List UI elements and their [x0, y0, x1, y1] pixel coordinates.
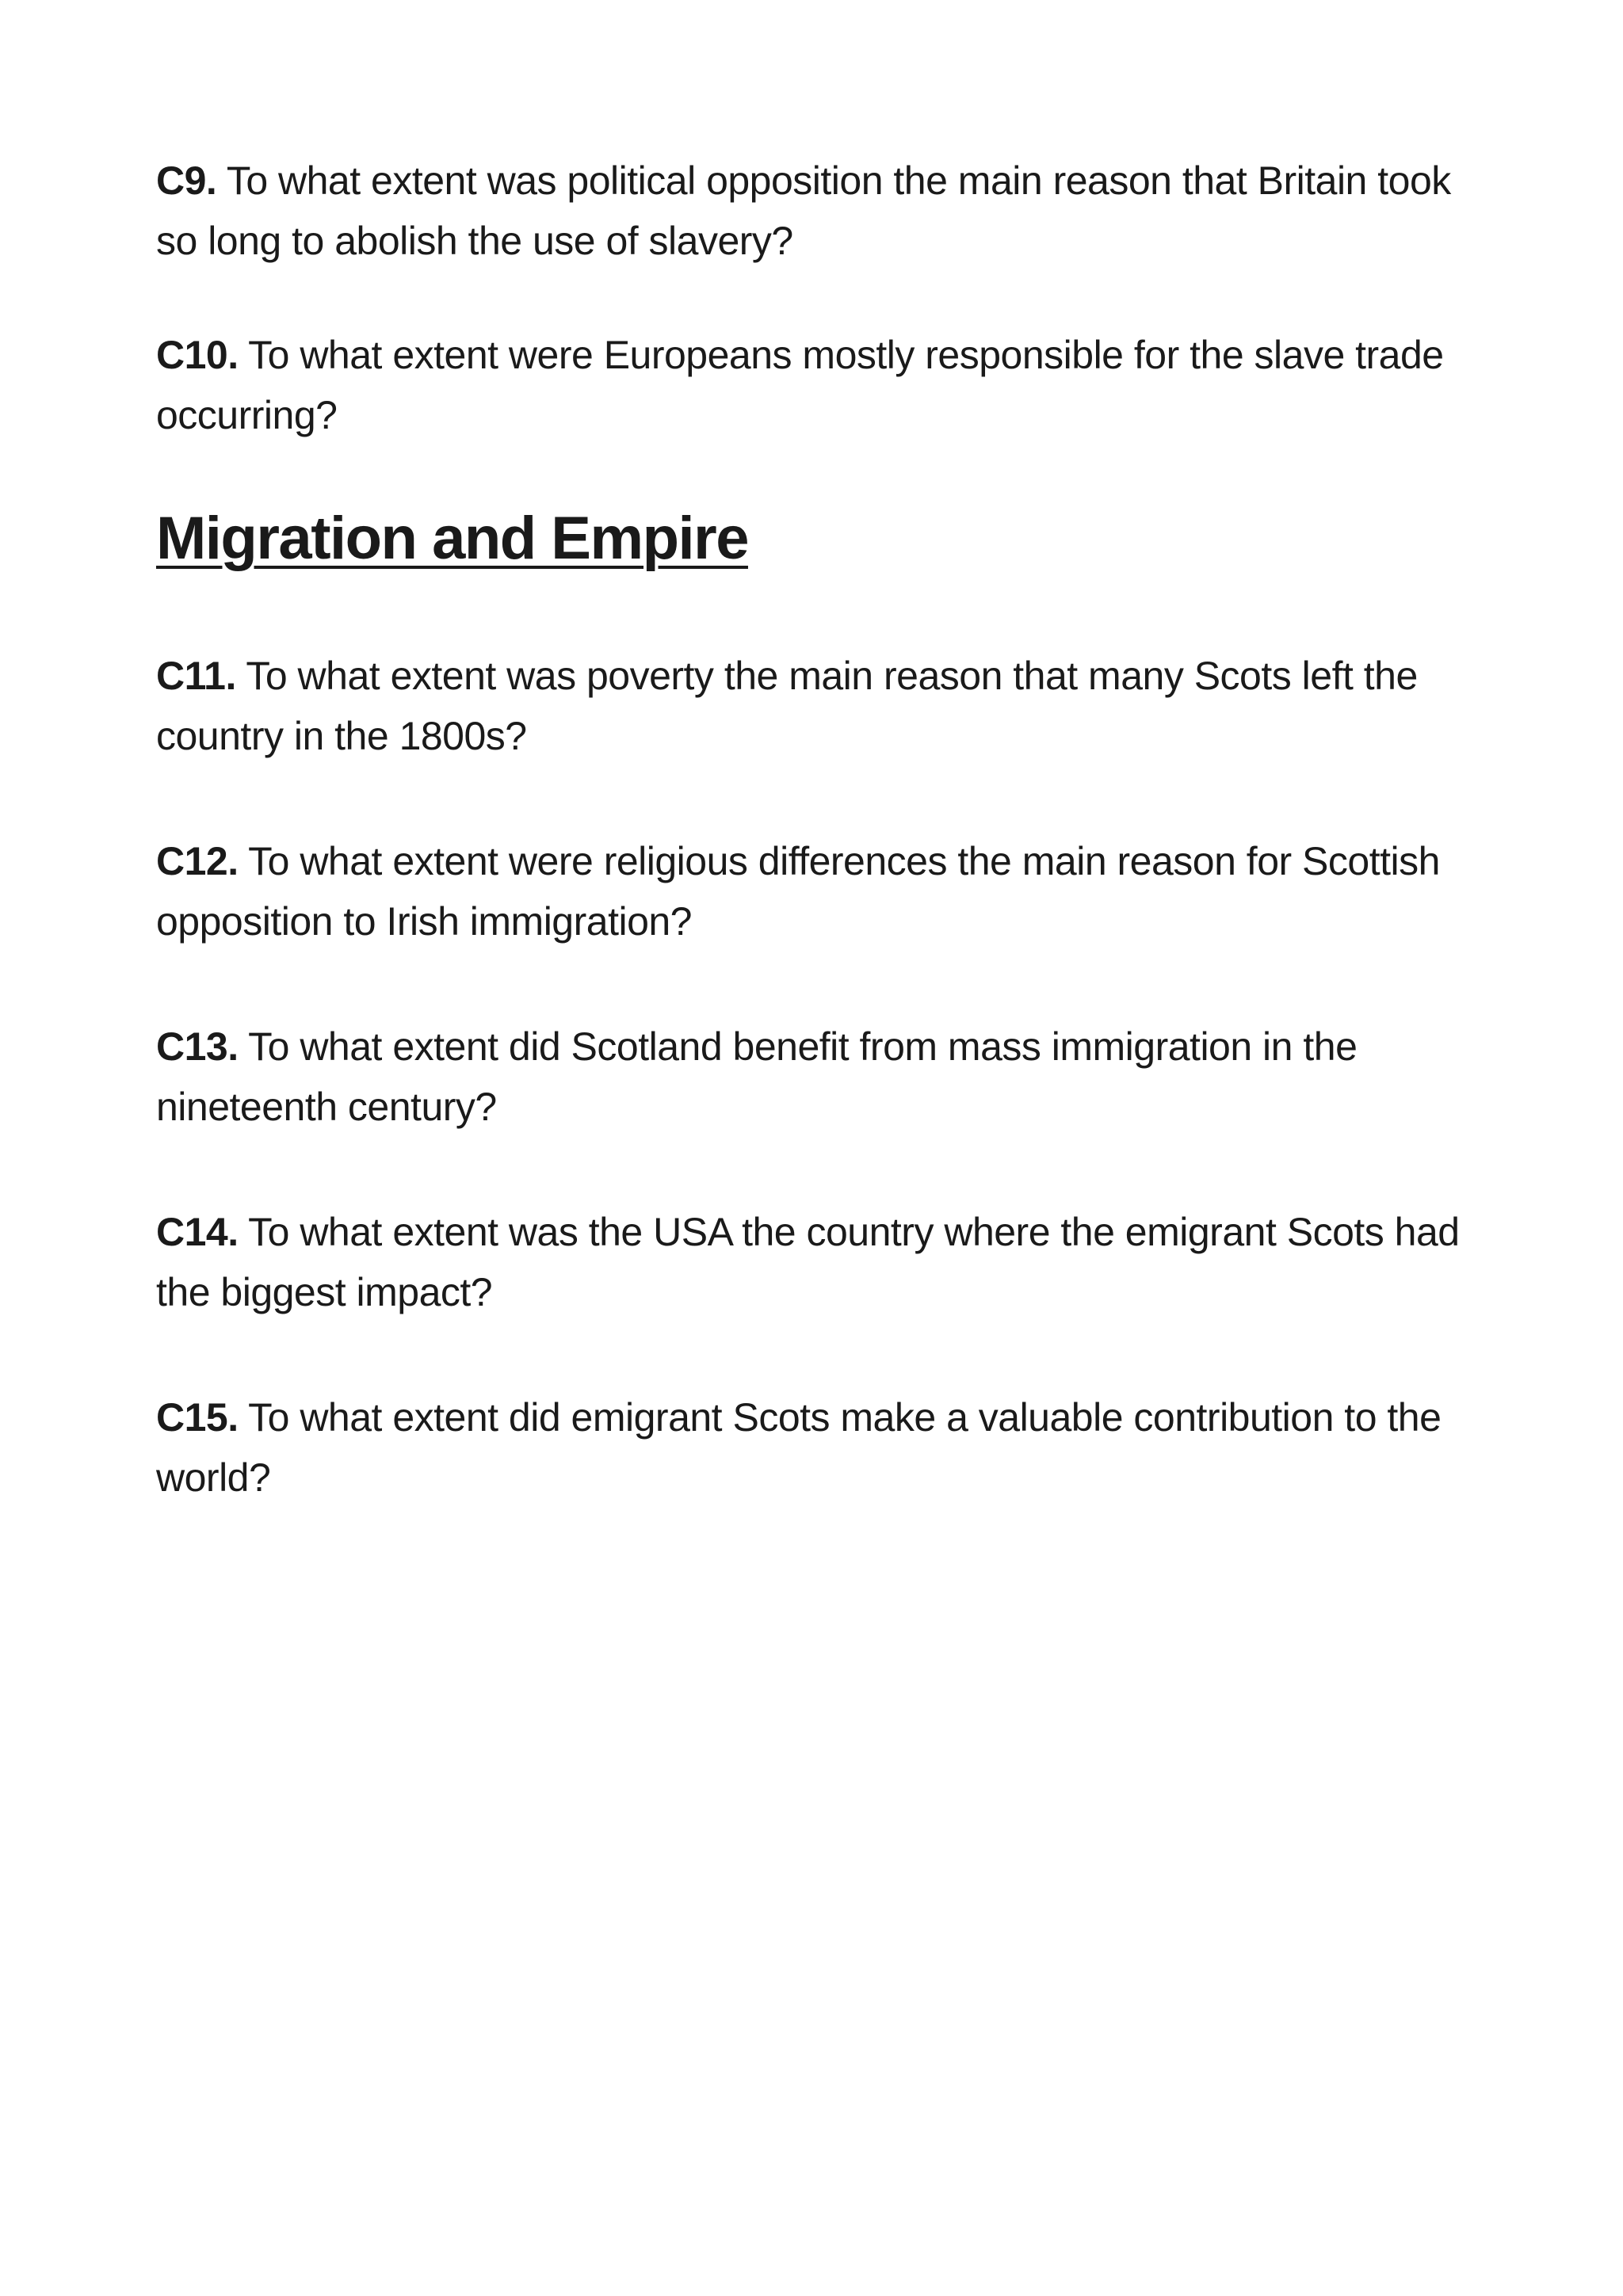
question-c10	[156, 325, 1487, 445]
question-text: To what extent did emigrant Scots make a valuable contribution to the world?	[156, 1395, 1442, 1500]
question-text: To what extent was poverty the main reason that many Scots left the country in the 1800s?	[156, 654, 1418, 758]
question-number: C9.	[156, 158, 217, 203]
question-c14	[156, 1202, 1487, 1322]
question-number: C14.	[156, 1210, 239, 1254]
question-number: C12.	[156, 839, 239, 883]
question-text: To what extent were Europeans mostly responsible for the slave trade occurring?	[156, 333, 1444, 437]
question-number: C11.	[156, 654, 236, 698]
question-text: To what extent did Scotland benefit from mass immigration in the nineteenth century?	[156, 1024, 1358, 1129]
question-c11	[156, 646, 1487, 766]
question-text: To what extent was the USA the country where the emigrant Scots had the biggest impact?	[156, 1210, 1460, 1314]
question-number: C10.	[156, 333, 239, 377]
section-heading: Migration and Empire	[156, 505, 748, 572]
question-c12	[156, 831, 1487, 952]
question-number: C15.	[156, 1395, 239, 1440]
question-number: C13.	[156, 1024, 239, 1069]
question-c15	[156, 1387, 1487, 1508]
question-text: To what extent were religious differences the main reason for Scottish opposition to Irish immigration?	[156, 839, 1440, 944]
question-c13	[156, 1016, 1487, 1137]
question-c9	[156, 151, 1487, 271]
question-text: To what extent was political opposition the main reason that Britain took so long to abolish the use of slavery?	[156, 158, 1451, 263]
